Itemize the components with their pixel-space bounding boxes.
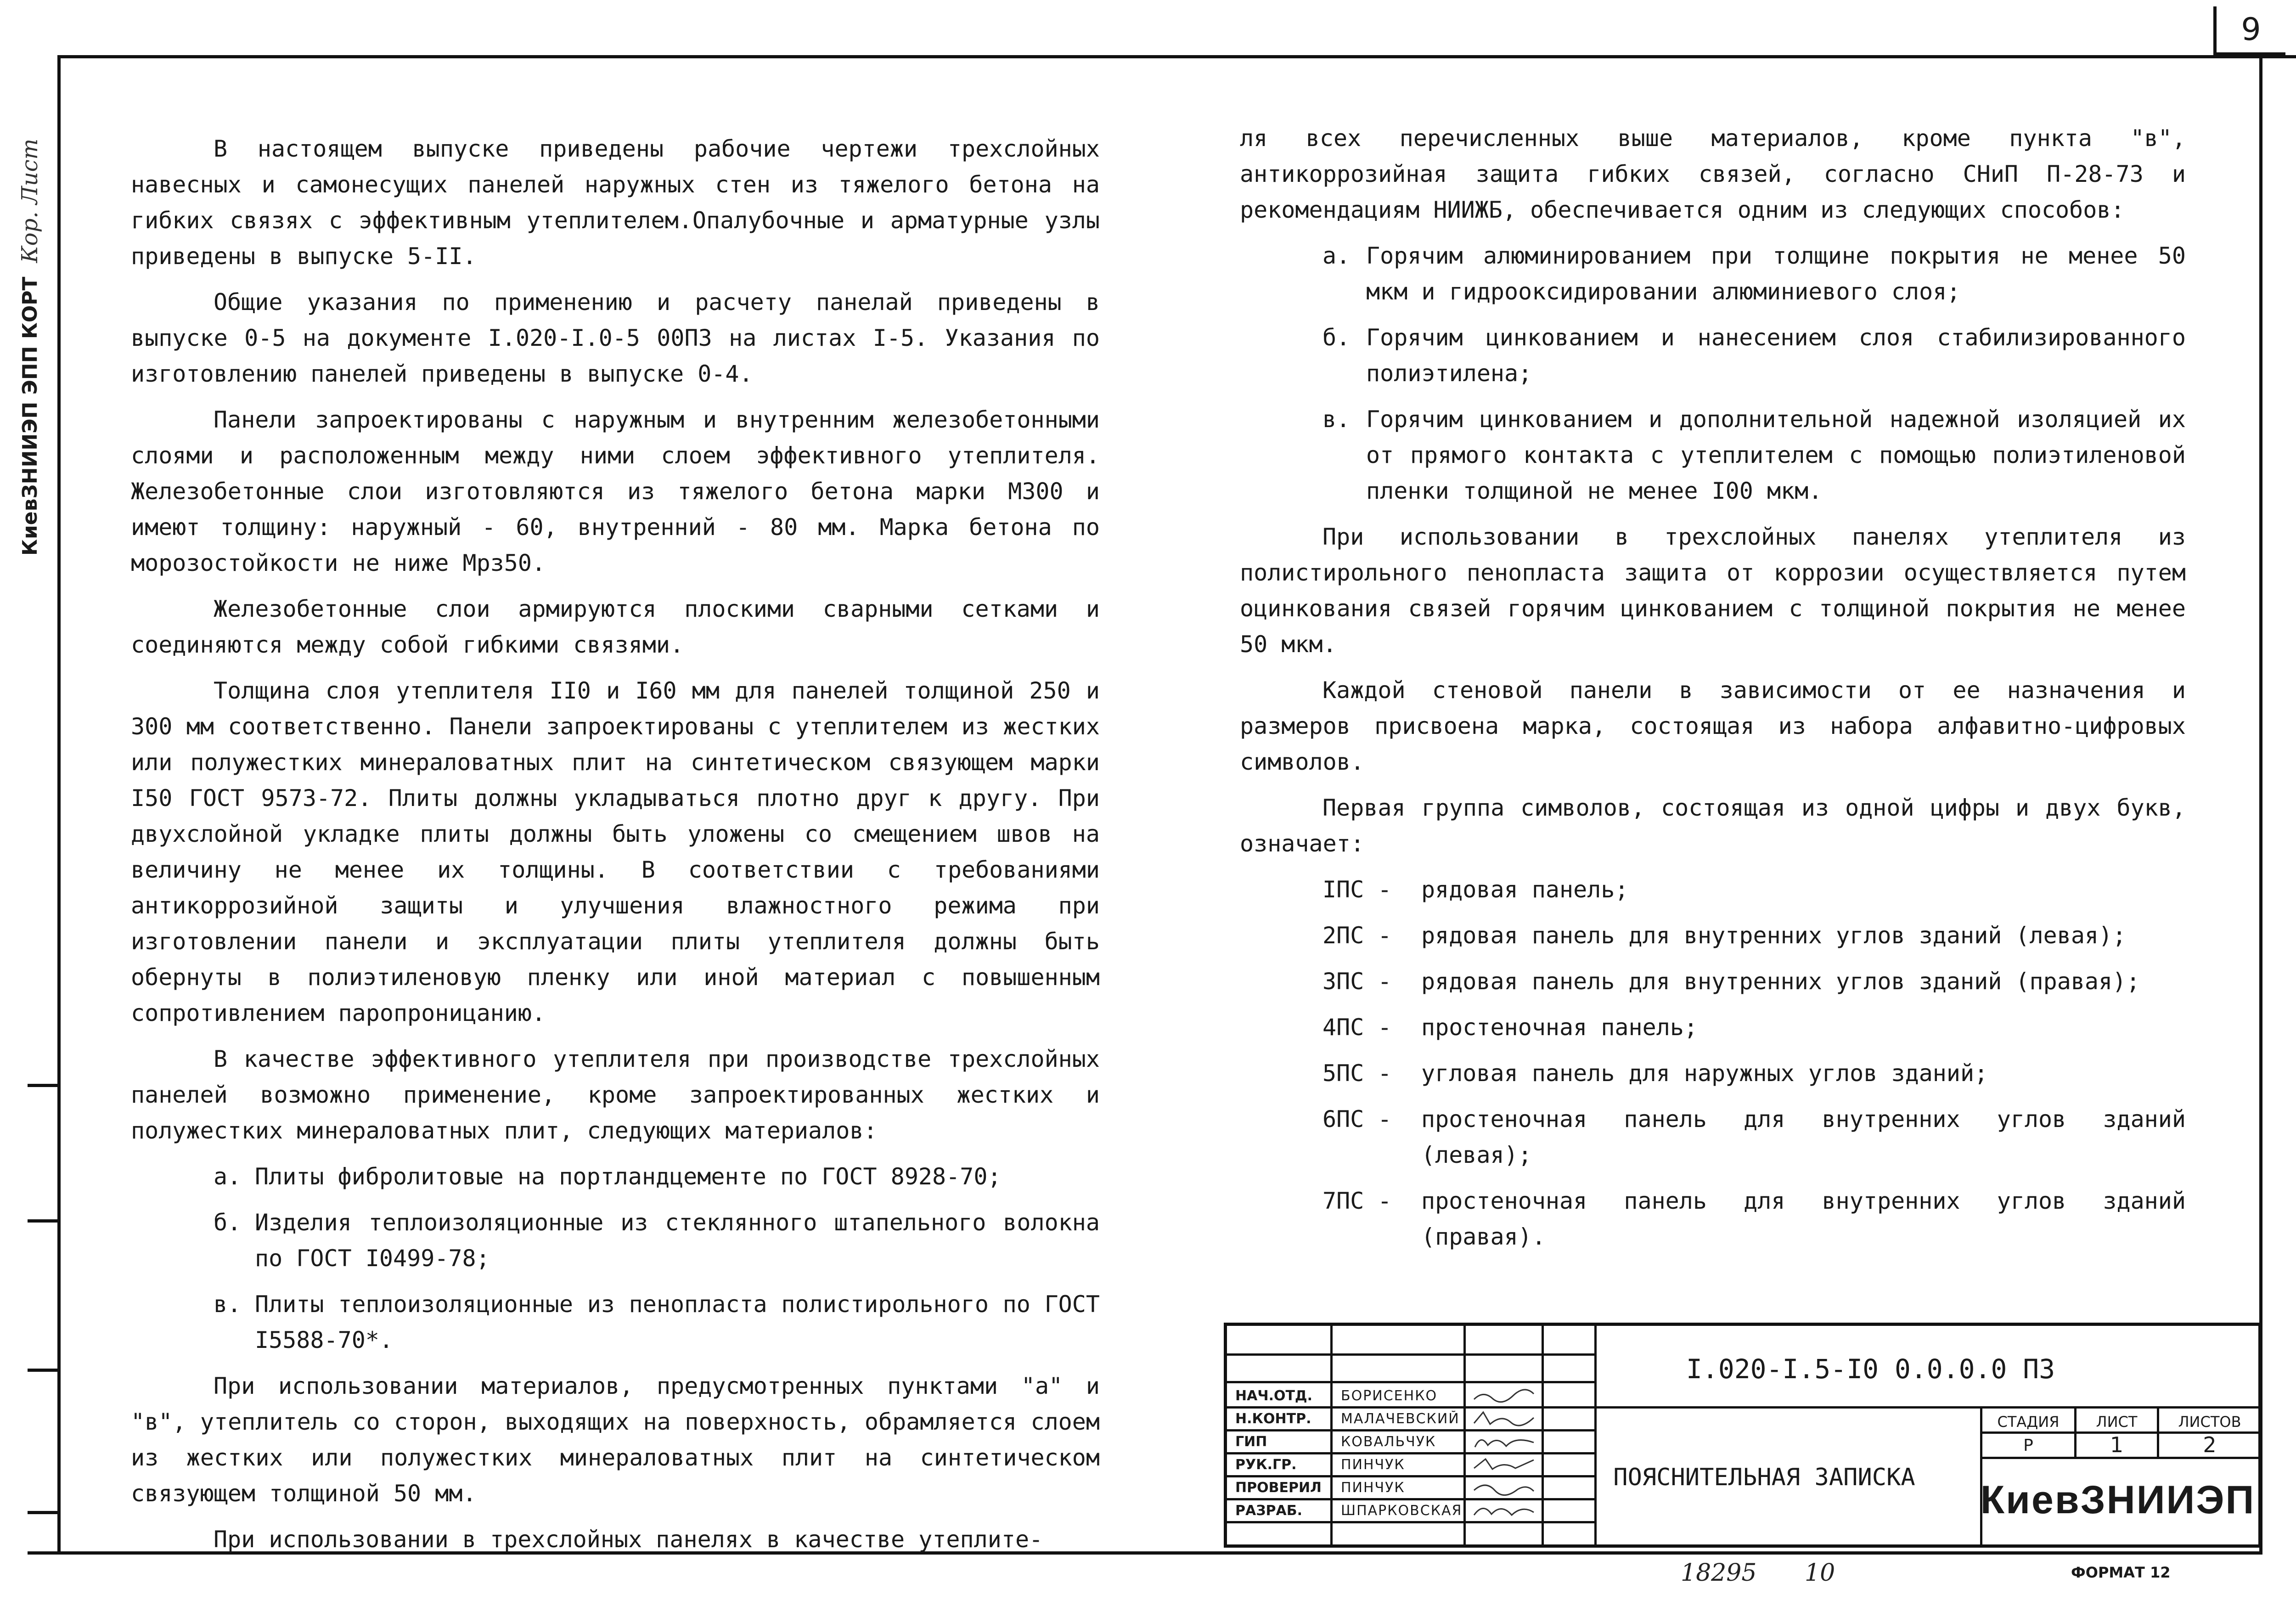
paragraph: Панели запроектированы с наружным и внутренним железобетонными слоями и расположенным между ними слоем эффективного утеплителя. Железобетонные слои изготовляются из тяжелого бетона марки М300 и имеют толщину: наружный - 60, внутренний - 80 мм. Марка бетона по морозостойкости не ниже Мрз50. xyxy=(131,406,1100,576)
list-item xyxy=(131,1286,1100,1358)
margin-tick xyxy=(28,1084,60,1087)
grid-line xyxy=(1594,1326,1597,1546)
list-item-label: б. xyxy=(1322,324,1351,351)
archive-sheet: 10 xyxy=(1805,1559,1835,1587)
frame-left-border xyxy=(57,55,61,1555)
panel-code: 5ПС - xyxy=(1322,1060,1392,1087)
paragraph: Железобетонные слои армируются плоскими сварными сетками и соединяются между собой гибкими связями. xyxy=(131,596,1100,658)
signature-mark xyxy=(1469,1500,1538,1519)
code-definition xyxy=(1240,1101,2186,1173)
grid-line xyxy=(1227,1498,1594,1500)
format-label: ФОРМАТ 12 xyxy=(2071,1564,2171,1581)
panel-code: 7ПС - xyxy=(1322,1188,1392,1214)
list-item xyxy=(1240,320,2186,391)
code-definition xyxy=(1240,872,2186,907)
list-item-label: в. xyxy=(1322,406,1351,433)
grid-line xyxy=(1227,1521,1594,1523)
signer-name: МАЛАЧЕВСКИЙ xyxy=(1341,1411,1460,1427)
paragraph: При использовании в трехслойных панелях утеплителя из полистирольного пенопласта защита от коррозии осуществляется путем оцинкования связей горячим цинкованием с толщиной покрытия не менее 50 мкм. xyxy=(1240,524,2186,658)
organization-name: КиевЗНИИЭП xyxy=(1980,1478,2256,1522)
paragraph: Первая группа символов, состоящая из одной цифры и двух букв, означает: xyxy=(1240,795,2186,857)
stage-header: СТАДИЯ xyxy=(1997,1413,2060,1431)
document-title: ПОЯСНИТЕЛЬНАЯ ЗАПИСКА xyxy=(1613,1464,1915,1491)
paragraph: В качестве эффективного утеплителя при производстве трехслойных панелей возможно применение, кроме запроектированных жестких и полужестких минераловатных плит, следующих материалов: xyxy=(131,1046,1100,1144)
code-definition xyxy=(1240,1183,2186,1255)
margin-signature: Кор. Лист xyxy=(17,138,43,263)
panel-code-meaning: простеночная панель; xyxy=(1421,1014,1698,1041)
sheets-value: 2 xyxy=(2203,1432,2217,1457)
code-definition xyxy=(1240,964,2186,999)
grid-line xyxy=(1227,1381,1594,1383)
list-item xyxy=(131,1159,1100,1195)
paragraph: В настоящем выпуске приведены рабочие чертежи трехслойных навесных и самонесущих панелей наружных стен из тяжелого бетона на гибких связях с эффективным утеплителем.Опалубочные и арматурные узлы приведены в выпуске 5-II. xyxy=(131,135,1100,270)
list-item-text: Горячим цинкованием и нанесением слоя стабилизированного полиэтилена; xyxy=(1366,324,2186,387)
signer-name: ПИНЧУК xyxy=(1341,1480,1405,1496)
paragraph: Толщина слоя утеплителя II0 и I60 мм для панелей толщиной 250 и 300 мм соответственно. Панели запроектированы с утеплителем из жестких или полужестких минераловатных плит на синтетическом связующем марки I50 ГОСТ 9573-72. Плиты должны укладываться плотно друг к другу. При двухслойной укладке плиты должны быть уложены со смещением швов на величину не менее их толщины. В соответствии с требованиями антикоррозийной защиты и улучшения влажностного режима при изготовлении панели и эксплуатации плиты утеплителя должны быть обернуты в полиэтиленовую пленку или иной материал с повышенным сопротивлением паропроницанию. xyxy=(131,677,1100,1026)
panel-code-meaning: рядовая панель; xyxy=(1421,876,1629,903)
list-item xyxy=(1240,238,2186,310)
signature-mark xyxy=(1469,1477,1538,1496)
signer-role: РУК.ГР. xyxy=(1235,1457,1297,1473)
paragraph: При использовании материалов, предусмотренных пунктами "а" и "в", утеплитель со сторон, выходящих на поверхность, обрамляется слоем из жестких или полужестких минераловатных плит на синтетическом связующем толщиной 50 мм. xyxy=(131,1373,1100,1507)
signer-name: ШПАРКОВСКАЯ xyxy=(1341,1503,1463,1519)
margin-stamp xyxy=(5,78,55,556)
title-block xyxy=(1224,1323,2262,1548)
grid-line xyxy=(1227,1429,1594,1431)
archive-number: 18295 xyxy=(1681,1559,1757,1587)
panel-code-meaning: простеночная панель для внутренних углов зданий (левая); xyxy=(1421,1106,2186,1168)
page-number: 9 xyxy=(2213,6,2285,56)
grid-line xyxy=(1227,1406,1594,1409)
margin-tick xyxy=(28,1369,60,1372)
signature-mark xyxy=(1469,1454,1538,1473)
list-item xyxy=(1240,401,2186,509)
signature-mark xyxy=(1469,1386,1538,1404)
code-definition xyxy=(1240,1009,2186,1045)
signer-role: ГИП xyxy=(1235,1434,1267,1450)
margin-stamp-text: КиевЗНИИЭП ЭПП КОРТ xyxy=(18,276,42,556)
panel-code-meaning: рядовая панель для внутренних углов зданий (правая); xyxy=(1421,968,2140,995)
panel-code-meaning: простеночная панель для внутренних углов зданий (правая). xyxy=(1421,1188,2186,1250)
signer-role: ПРОВЕРИЛ xyxy=(1235,1480,1322,1496)
code-definition xyxy=(1240,918,2186,953)
panel-code: 4ПС - xyxy=(1322,1014,1392,1041)
panel-code: 6ПС - xyxy=(1322,1106,1392,1133)
paragraph: При использовании в трехслойных панелях в качестве утеплите- xyxy=(214,1526,1043,1553)
frame-top-border xyxy=(60,55,2296,58)
panel-code-meaning: угловая панель для наружных углов зданий; xyxy=(1421,1060,1988,1087)
list-item-text: Горячим алюминированием при толщине покрытия не менее 50 мкм и гидрооксидировании алюминиевого слоя; xyxy=(1366,242,2186,305)
list-item-text: Горячим цинкованием и дополнительной надежной изоляцией их от прямого контакта с утеплителем с помощью полиэтиленовой пленки толщиной не менее I00 мкм. xyxy=(1366,406,2186,504)
paragraph: Каждой стеновой панели в зависимости от ее назначения и размеров присвоена марка, состоящая из набора алфавитно-цифровых символов. xyxy=(1240,677,2186,775)
margin-tick xyxy=(28,1219,60,1223)
document-code: I.020-I.5-I0 0.0.0.0 ПЗ xyxy=(1686,1353,2055,1385)
grid-line xyxy=(1227,1452,1594,1454)
margin-tick xyxy=(28,1511,60,1514)
code-definition xyxy=(1240,1055,2186,1091)
signature-mark xyxy=(1469,1431,1538,1450)
list-item-label: б. xyxy=(214,1209,242,1236)
signer-name: ПИНЧУК xyxy=(1341,1457,1405,1473)
grid-line xyxy=(1227,1475,1594,1477)
grid-line xyxy=(1594,1406,2260,1409)
paragraph: ля всех перечисленных выше материалов, кроме пункта "в", антикоррозийная защита гибких связей, согласно СНиП П-28-73 и рекомендациям НИИЖБ, обеспечивается одним из следующих способов: xyxy=(1240,125,2186,223)
signer-role: НАЧ.ОТД. xyxy=(1235,1388,1313,1404)
grid-line xyxy=(1227,1353,1594,1356)
list-item-text: Плиты фибролитовые на портландцементе по ГОСТ 8928-70; xyxy=(255,1163,1002,1190)
stage-value: Р xyxy=(2023,1436,2033,1455)
list-item-label: в. xyxy=(214,1291,242,1318)
paragraph: Общие указания по применению и расчету панелай приведены в выпуске 0-5 на документе I.020-I.0-5 00ПЗ на листах I-5. Указания по изготовлению панелей приведены в выпуске 0-4. xyxy=(131,289,1100,387)
panel-code-meaning: рядовая панель для внутренних углов зданий (левая); xyxy=(1421,922,2127,949)
panel-code: 2ПС - xyxy=(1322,922,1392,949)
list-item-text: Плиты теплоизоляционные из пенопласта полистирольного по ГОСТ I5588-70*. xyxy=(255,1291,1100,1353)
list-item-label: а. xyxy=(1322,242,1351,269)
signature-mark xyxy=(1469,1409,1538,1427)
sheets-header: ЛИСТОВ xyxy=(2178,1413,2241,1431)
sheet-value: 1 xyxy=(2110,1432,2124,1457)
signer-name: БОРИСЕНКО xyxy=(1341,1388,1438,1404)
signer-role: Н.КОНТР. xyxy=(1235,1411,1311,1427)
signer-role: РАЗРАБ. xyxy=(1235,1503,1302,1519)
grid-line xyxy=(1542,1326,1544,1546)
panel-code: IПС - xyxy=(1322,876,1392,903)
panel-code: 3ПС - xyxy=(1322,968,1392,995)
sheet-header: ЛИСТ xyxy=(2096,1413,2138,1431)
list-item-text: Изделия теплоизоляционные из стеклянного штапельного волокна по ГОСТ I0499-78; xyxy=(255,1209,1100,1272)
left-text-column xyxy=(131,131,1100,1567)
list-item xyxy=(131,1205,1100,1276)
signer-name: КОВАЛЬЧУК xyxy=(1341,1434,1436,1450)
list-item-label: а. xyxy=(214,1163,242,1190)
right-text-column xyxy=(1240,120,2186,1265)
